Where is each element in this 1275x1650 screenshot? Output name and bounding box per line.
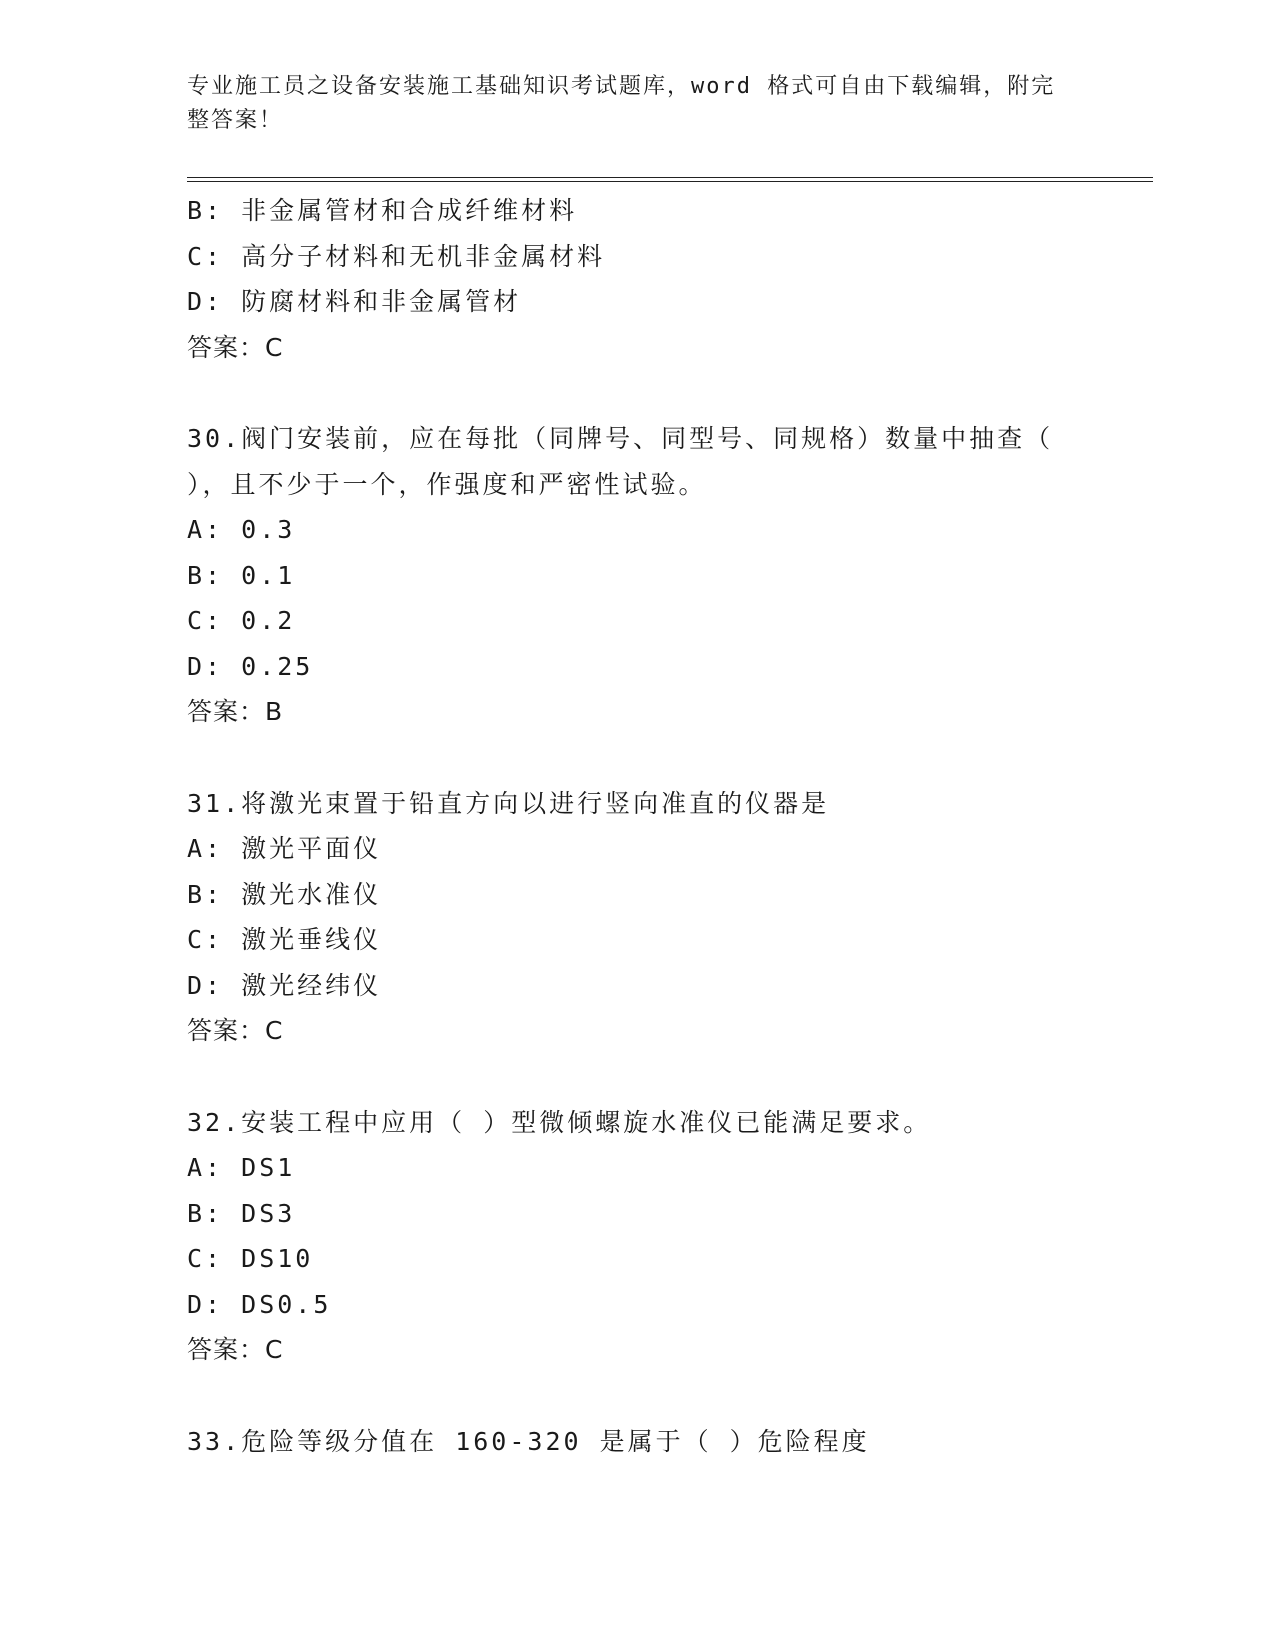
question-stem: 32.安装工程中应用（ ）型微倾螺旋水准仪已能满足要求。 — [187, 1107, 932, 1137]
option-b: B: 0.1 — [187, 560, 296, 590]
question-list — [187, 188, 1087, 1464]
question-spacer — [187, 1373, 1087, 1419]
option-a: A: 激光平面仪 — [187, 834, 382, 863]
header-divider-top — [187, 177, 1153, 178]
answer-line: 答案：C — [187, 1016, 284, 1045]
header-line-2: 整答案！ — [187, 108, 284, 133]
document-header — [187, 70, 1067, 138]
question-33 — [187, 1419, 1087, 1465]
option-a: A: DS1 — [187, 1153, 296, 1182]
answer-line: 答案：C — [187, 1335, 284, 1364]
option-c: C: 0.2 — [187, 606, 296, 635]
question-spacer — [187, 1054, 1087, 1100]
question-stem: 30.阀门安装前，应在每批（同牌号、同型号、同规格）数量中抽查（ — [187, 424, 1054, 453]
question-stem: 31.将激光束置于铅直方向以进行竖向准直的仪器是 — [187, 788, 830, 818]
header-line-1: 专业施工员之设备安装施工基础知识考试题库，word 格式可自由下载编辑，附完 — [187, 74, 1056, 99]
answer-line: 答案：B — [187, 697, 284, 726]
option-d: D: DS0.5 — [187, 1289, 332, 1319]
question-spacer — [187, 370, 1087, 416]
option-c: C: 激光垂线仪 — [187, 925, 382, 954]
option-a: A: 0.3 — [187, 515, 296, 544]
option-b: B: DS3 — [187, 1198, 296, 1228]
option-d: D: 防腐材料和非金属管材 — [187, 287, 522, 316]
header-divider-bottom — [187, 181, 1153, 182]
question-30 — [187, 416, 1087, 735]
answer-line: 答案：C — [187, 332, 284, 362]
option-d: D: 0.25 — [187, 651, 314, 681]
question-32 — [187, 1100, 1087, 1373]
option-b: B: 非金属管材和合成纤维材料 — [187, 196, 578, 225]
question-stem: 33.危险等级分值在 160-320 是属于（ ）危险程度 — [187, 1426, 870, 1456]
question-stem-continued: ），且不少于一个，作强度和严密性试验。 — [187, 469, 707, 499]
option-d: D: 激光经纬仪 — [187, 970, 382, 1000]
option-c: C: DS10 — [187, 1244, 314, 1273]
question-spacer — [187, 735, 1087, 781]
option-c: C: 高分子材料和无机非金属材料 — [187, 241, 606, 271]
option-b: B: 激光水准仪 — [187, 879, 382, 909]
question-31 — [187, 781, 1087, 1054]
question-continued — [187, 188, 1087, 370]
